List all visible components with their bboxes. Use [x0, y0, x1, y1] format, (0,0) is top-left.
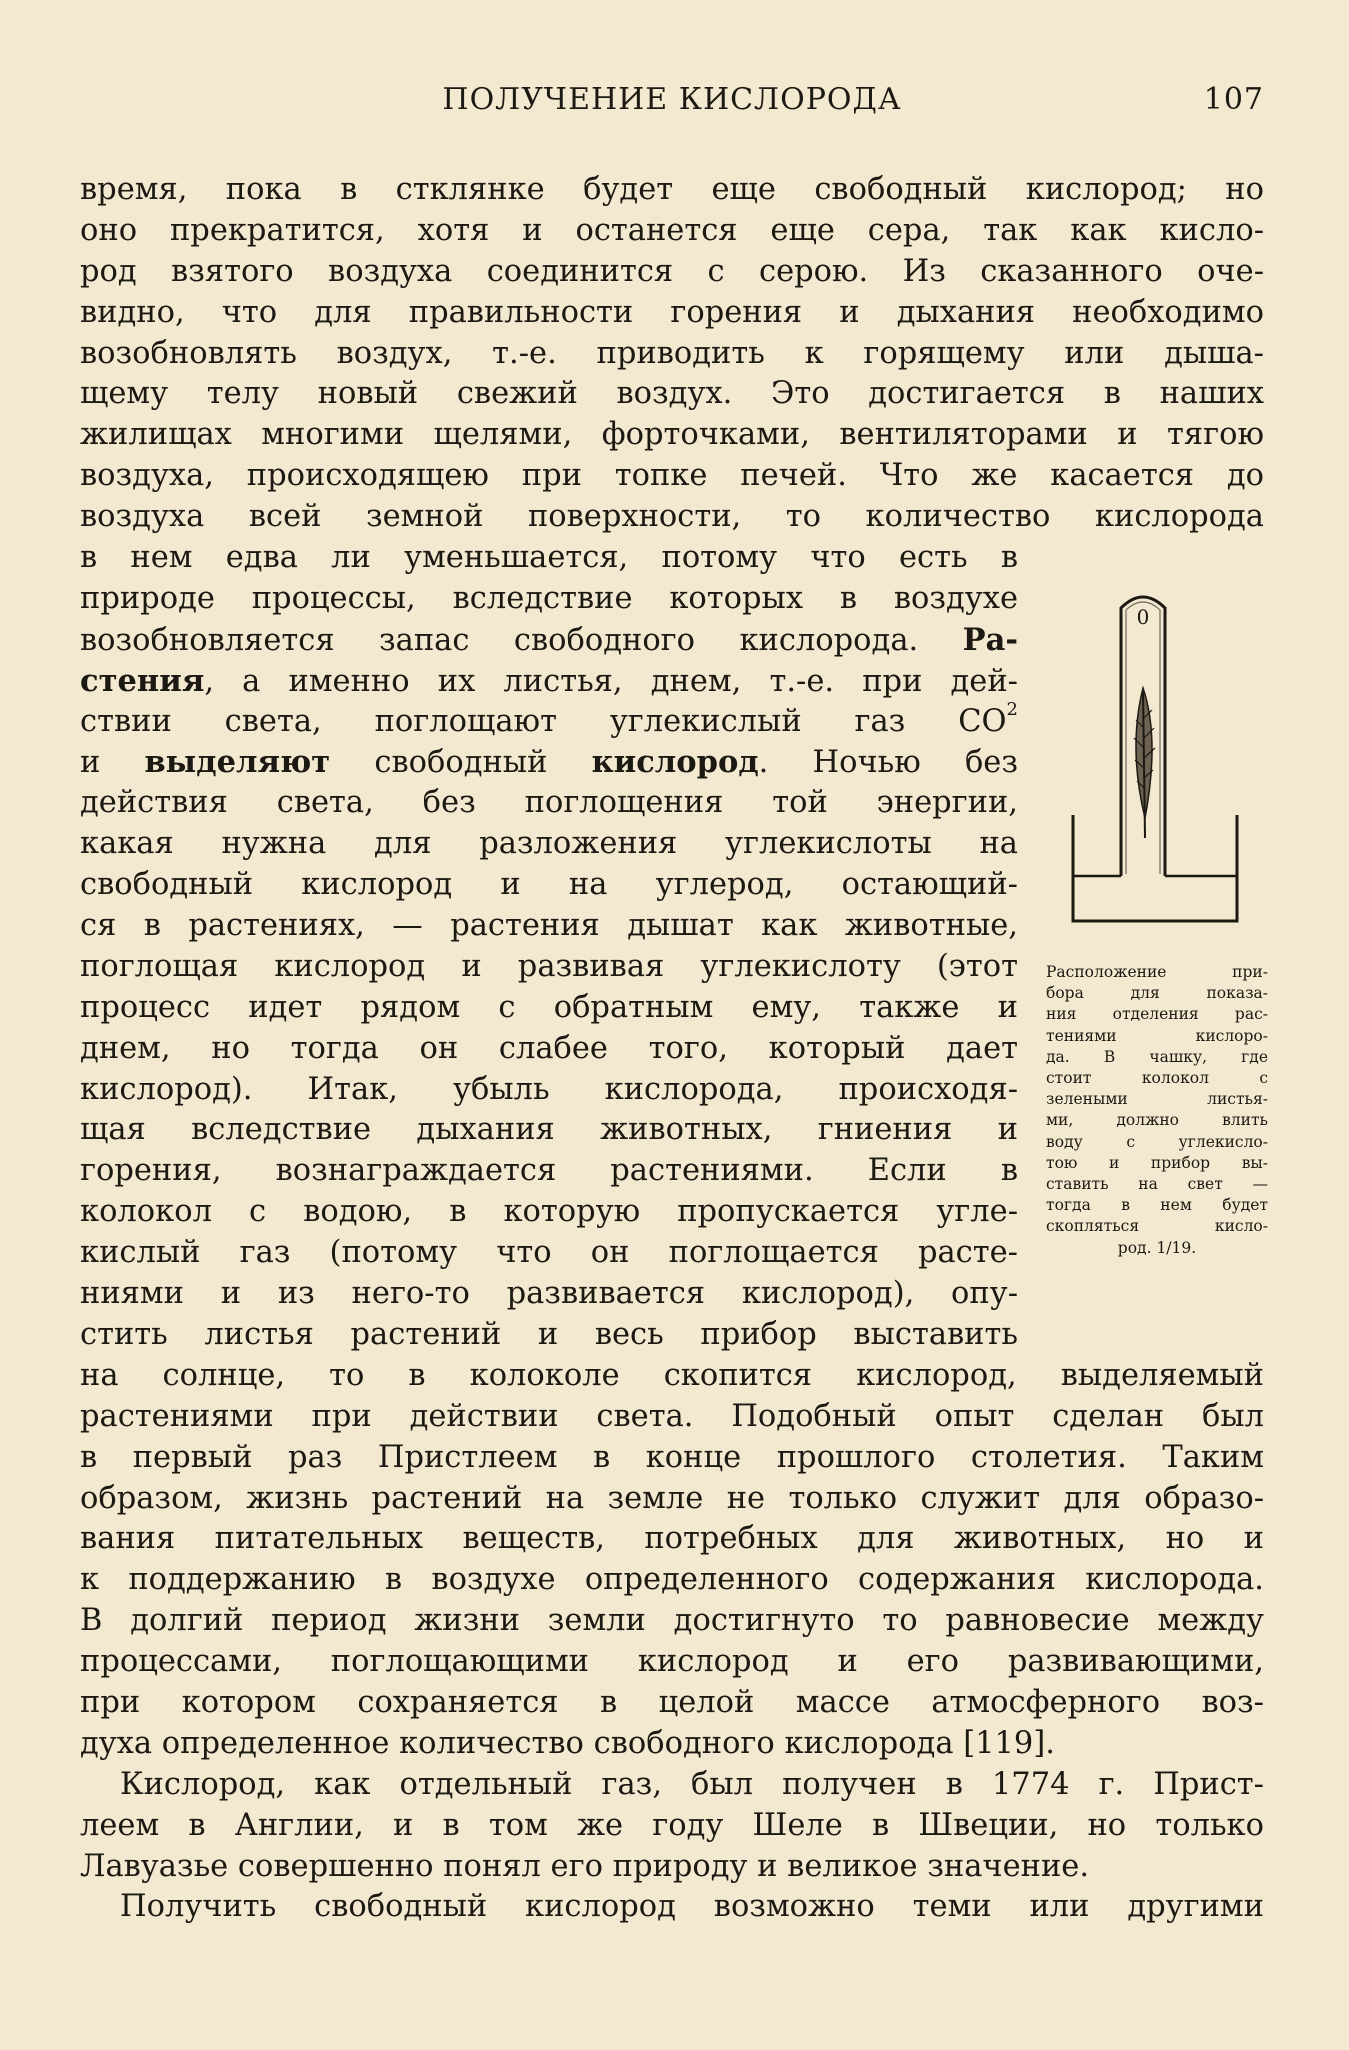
text-run: образом, жизнь растений на земле не только служит для образо- [80, 1480, 1264, 1516]
text-run: в первый раз Пристлеем в конце прошлого столетия. Таким [80, 1439, 1264, 1475]
text-line [80, 415, 1264, 456]
text-line [80, 1847, 1264, 1888]
figure-caption [1046, 962, 1268, 1259]
bell-jar-apparatus-illustration [1068, 588, 1248, 928]
text-line [80, 824, 1018, 865]
text-line [80, 1806, 1264, 1847]
text-line [80, 906, 1018, 947]
text-line [80, 1397, 1264, 1438]
text-run: кислород). Итак, убыль кислорода, происходя- [80, 1071, 1018, 1107]
caption-line: скопляться кисло- [1046, 1217, 1268, 1236]
text-run: леем в Англии, и в том же году Шеле в Швеции, но только [80, 1807, 1264, 1843]
text-line [80, 1070, 1018, 1111]
text-run: стить листья растений и весь прибор выставить [80, 1316, 1018, 1352]
text-line [80, 497, 1264, 538]
text-run: видно, что для правильности горения и дыхания необходимо [80, 294, 1264, 330]
caption-line: стоит колокол с [1046, 1069, 1268, 1088]
text-run: В долгий период жизни земли достигнуто то равновесие между [80, 1603, 1264, 1639]
caption-line: ми, должно влить [1046, 1111, 1268, 1130]
text-run: . Ночью без [758, 745, 1018, 781]
text-run: на солнце, то в колоколе скопится кислород, выделяемый [80, 1357, 1264, 1393]
caption-line: бора для показа- [1046, 984, 1268, 1003]
text-line [80, 1642, 1264, 1683]
superscript: 2 [1006, 699, 1018, 721]
text-line [80, 293, 1264, 334]
bold-term: кислород [591, 744, 759, 781]
running-title: ПОЛУЧЕНИЕ КИСЛОРОДА [442, 82, 902, 117]
text-run: духа определенное количество свободного кислорода [119]. [80, 1725, 1055, 1761]
text-run: , а именно их листья, днем, т.-е. при дей- [204, 663, 1018, 699]
text-line [80, 947, 1018, 988]
text-run: Лавуазье совершенно понял его природу и великое значение. [80, 1848, 1090, 1884]
text-line [80, 1233, 1018, 1274]
caption-line: ставить на свет — [1046, 1175, 1268, 1194]
text-line [80, 1438, 1264, 1479]
text-line [80, 538, 1018, 579]
text-run: действия света, без поглощения той энергии, [80, 785, 1018, 821]
page-number: 107 [1203, 82, 1264, 117]
text-run: в нем едва ли уменьшается, потому что есть в [80, 540, 1018, 576]
text-line [80, 252, 1264, 293]
caption-line: воду с углекисло- [1046, 1132, 1268, 1151]
text-line [80, 742, 1018, 783]
caption-line: тою и прибор вы- [1046, 1153, 1268, 1172]
bell-label: 0 [1136, 605, 1150, 629]
text-line [80, 1356, 1264, 1397]
text-run: при котором сохраняется в целой массе атмосферного воз- [80, 1684, 1264, 1720]
caption-line: тогда в нем будет [1046, 1196, 1268, 1215]
caption-line: ния отделения рас- [1046, 1005, 1268, 1024]
text-line [80, 1110, 1018, 1151]
text-run: Получить свободный кислород возможно теми или другими [120, 1889, 1264, 1925]
text-run: ся в растениях, — растения дышат как животные, [80, 908, 1018, 944]
text-line [80, 1479, 1264, 1520]
text-run: возобновлять воздух, т.-е. приводить к горящему или дыша- [80, 335, 1264, 371]
text-run: щая вследствие дыхания животных, гниения и [80, 1112, 1018, 1148]
text-line [80, 620, 1018, 661]
text-line [80, 1887, 1264, 1928]
caption-line: да. В чашку, где [1046, 1047, 1268, 1066]
text-run: род взятого воздуха соединится с серою. Из сказанного оче- [80, 253, 1264, 289]
text-line [80, 1315, 1018, 1356]
text-line [80, 1724, 1264, 1765]
bell-jar-figure [1068, 588, 1248, 928]
text-run: свободный [330, 745, 592, 781]
text-run: и [80, 745, 145, 781]
text-run: вания питательных веществ, потребных для животных, но и [80, 1521, 1264, 1557]
text-line [80, 865, 1018, 906]
text-line [80, 456, 1264, 497]
text-line [80, 1274, 1018, 1315]
caption-line: род. 1/19. [1117, 1238, 1197, 1257]
caption-line: тениями кислоро- [1046, 1026, 1268, 1045]
text-run: ствии света, поглощают углекислый газ CO [80, 703, 1007, 739]
text-run: жилищах многими щелями, форточками, вентиляторами и тягою [80, 417, 1264, 453]
text-run: Кислород, как отдельный газ, был получен в 1774 г. Прист- [120, 1766, 1264, 1802]
text-run: возобновляется запас свободного кислорода. [80, 622, 963, 658]
text-run: какая нужна для разложения углекислоты на [80, 826, 1018, 862]
text-run: растениями при действии света. Подобный опыт сделан был [80, 1398, 1264, 1434]
text-run: процессами, поглощающими кислород и его развивающими, [80, 1644, 1264, 1680]
text-run: горения, вознаграждается растениями. Если в [80, 1153, 1018, 1189]
text-line [80, 699, 1018, 743]
text-run: кислый газ (потому что он поглощается расте- [80, 1235, 1018, 1271]
text-line [80, 1683, 1264, 1724]
caption-line: зелеными листья- [1046, 1090, 1268, 1109]
text-run: свободный кислород и на углерод, остающий- [80, 867, 1018, 903]
text-run: процесс идет рядом с обратным ему, также и [80, 989, 1018, 1025]
text-line [80, 1519, 1264, 1560]
text-line [80, 1765, 1264, 1806]
text-run: воздуха всей земной поверхности, то количество кислорода [80, 499, 1264, 535]
text-run: колокол с водою, в которую пропускается угле- [80, 1194, 1018, 1230]
text-run: днем, но тогда он слабее того, который дает [80, 1030, 1018, 1066]
text-line [80, 374, 1264, 415]
text-run: природе процессы, вследствие которых в воздухе [80, 580, 1018, 616]
text-run: поглощая кислород и развивая углекислоту (этот [80, 948, 1018, 984]
text-line [80, 1601, 1264, 1642]
text-run: время, пока в стклянке будет еще свободный кислород; но [80, 172, 1264, 207]
text-line [80, 211, 1264, 252]
text-line [80, 1560, 1264, 1601]
text-run: ниями и из него-то развивается кислород), опу- [80, 1276, 1018, 1312]
page-header [80, 82, 1264, 122]
text-run: воздуха, происходящею при топке печей. Что же касается до [80, 458, 1264, 494]
text-line [80, 783, 1018, 824]
bold-term: Ра- [962, 621, 1018, 658]
text-line [80, 988, 1018, 1029]
text-line [80, 579, 1018, 620]
text-line [80, 1192, 1018, 1233]
text-run: к поддержанию в воздухе определенного содержания кислорода. [80, 1562, 1264, 1598]
text-run: оно прекратится, хотя и останется еще сера, так как кисло- [80, 212, 1264, 248]
text-line [80, 1029, 1018, 1070]
caption-line: Расположение при- [1046, 963, 1268, 981]
text-line [80, 1151, 1018, 1192]
text-line [80, 170, 1264, 211]
text-line [80, 661, 1018, 702]
bold-term: выделяют [144, 744, 331, 781]
text-run: щему телу новый свежий воздух. Это достигается в наших [80, 376, 1264, 412]
text-line [80, 334, 1264, 375]
bold-term: стения [80, 662, 205, 699]
